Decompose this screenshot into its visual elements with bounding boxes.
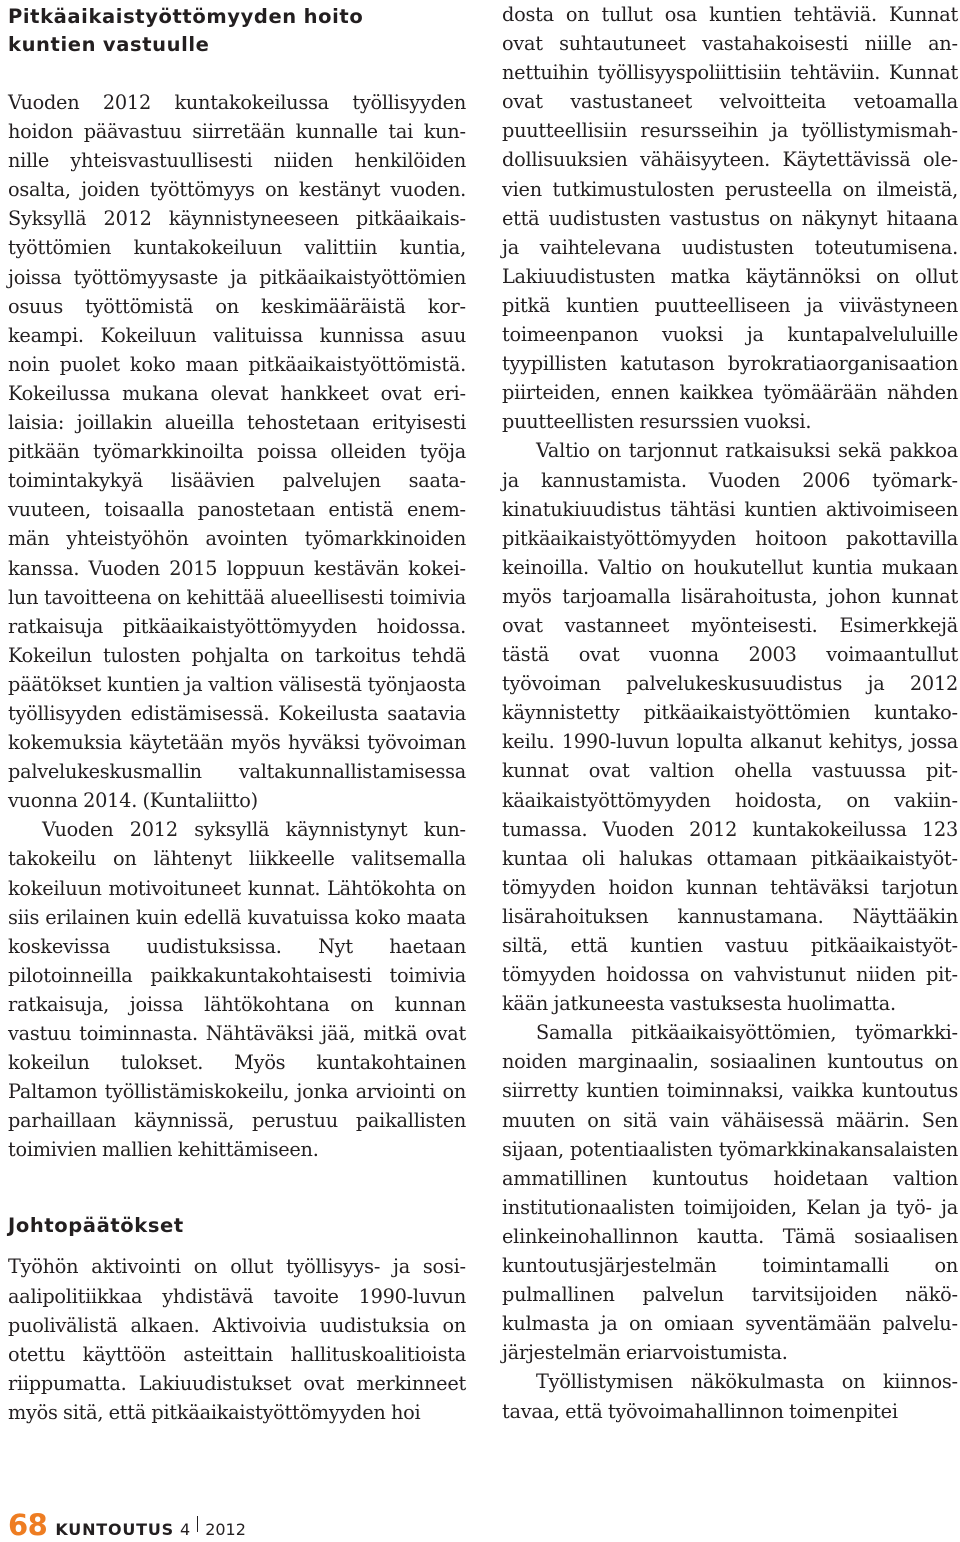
body-paragraph: dosta on tullut osa kuntien tehtäviä. Kunnat ovat suhtautuneet vastahakoisesti niille annettuihin työllisyyspoliittisiin tehtäviin. Kunnat ovat vastustaneet velvoitteita vetoamalla puutteellisiin resursseihin ja työllistymismahdollisuuksien vähäisyyteen. Käytettävissä olevien tutkimustulosten perusteella on ilmeistä, että uudistusten vastustus on näkynyt hitaana ja vaihtelevana uudistusten toteutumisena. Lakiuudistusten matka käytännöksi on ollut pitkä kuntien puutteelliseen ja viivästyneen toimeenpanon vuoksi ja kuntapalveluluille tyypillisten katutason byrokratiaorganisaation piirteiden, ennen kaikkea työmäärään nähden puutteellisten resurssien vuoksi.: [502, 3, 958, 434]
body-paragraph: Työhön aktivointi on ollut työllisyys- ja sosiaalipolitiikkaa yhdistävä tavoite 1990-luvun puolivälistä alkaen. Aktivoivia uudistuksia on otettu käyttöön asteittain hallituskoalitioista riippumatta. Lakiuudistukset ovat merkinneet myös sitä, että pitkäaikaistyöttömyyden hoi: [8, 1255, 466, 1424]
footer-divider: [197, 1516, 198, 1532]
section-heading-1-line-1: Pitkäaikaistyöttömyyden hoito: [8, 5, 364, 28]
body-paragraph: Työllistymisen näkökulmasta on kiinnostavaa, että työvoimahallinnon toimenpitei: [502, 1370, 958, 1423]
magazine-year: 2012: [205, 1520, 246, 1539]
section-heading-1-line-2: kuntien vastuulle: [8, 33, 210, 56]
body-paragraph: Valtio on tarjonnut ratkaisuksi sekä pakkoa ja kannustamista. Vuoden 2006 työmarkkinatukiuudistus tähtäsi kuntien aktivoimiseen pitkäaikaistyöttömyyden hoitoon pakottavilla keinoilla. Valtio on houkutellut kuntia mukaan myös tarjoamalla lisärahoitusta, johon kunnat ovat vastanneet myönteisesti. Esimerkkejä tästä ovat vuonna 2003 voimaantullut työvoiman palvelukeskusuudistus ja 2012 käynnistetty pitkäaikaistyöttömien kuntakokeilu. 1990-luvun lopulta alkanut kehitys, jossa kunnat ovat valtion ohella vastuussa pitkäaikaistyöttömyyden hoidosta, on vakiintumassa. Vuoden 2012 kuntakokeilussa 123 kuntaa oli halukas ottamaan pitkäaikaistyöttömyyden hoidon kunnan tehtäväksi tarjotun lisärahoituksen kannustamana. Näyttääkin siltä, että kuntien vastuu pitkäaikaistyöttömyyden hoidossa on vahvistunut niiden pitkään jatkuneesta vastuksesta huolimatta.: [502, 439, 958, 1016]
body-paragraph: Vuoden 2012 kuntakokeilussa työllisyyden hoidon päävastuu siirretään kunnalle tai kunnille yhteisvastuullisesti niiden henkilöiden osalta, joiden työttömyys on kestänyt vuoden. Syksyllä 2012 käynnistyneeseen pitkäaikaistyöttömien kuntakokeiluun valittiin kuntia, joissa työttömyysaste ja pitkäaikaistyöttömien osuus työttömistä on keskimääräistä korkeampi. Kokeiluun valituissa kunnissa asuu noin puolet koko maan pitkäaikaistyöttömistä. Kokeilussa mukana olevat hankkeet ovat erilaisia: joillakin alueilla tehostetaan erityisesti pitkään työmarkkinoilta poissa olleiden työja toimintakykyä lisäävien palvelujen saatavuuteen, toisaalla panostetaan entistä enemmän yhteistyöhön avointen työmarkkinoiden kanssa. Vuoden 2015 loppuun kestävän kokeilun tavoitteena on kehittää alueellisesti toimivia ratkaisuja pitkäaikaistyöttömyyden hoidossa. Kokeilun tulosten pohjalta on tarkoitus tehdä päätökset kuntien ja valtion välisestä työnjaosta työllisyyden edistämisessä. Kokeilusta saatavia kokemuksia käytetään myös hyväksi työvoiman palvelukeskusmallin valtakunnallistamisessa vuonna 2014. (Kuntaliitto): [8, 91, 466, 813]
body-paragraph: Vuoden 2012 syksyllä käynnistynyt kuntakokeilu on lähtenyt liikkeelle valitsemalla kokeiluun motivoituneet kunnat. Lähtökohta on siis erilainen kuin edellä kuvatuissa koko maata koskevissa uudistuksissa. Nyt haetaan pilotoinneilla paikkakuntakohtaisesti toimivia ratkaisuja, joissa lähtökohtana on kunnan vastuu toiminnasta. Nähtäväksi jää, mitkä ovat kokeilun tulokset. Myös kuntakohtainen Paltamon työllistämiskokeilu, jonka arviointi on parhaillaan käynnissä, perustuu paikallisten toimivien mallien kehittämiseen.: [8, 818, 466, 1162]
page-footer: [8, 1508, 246, 1540]
left-column: [8, 0, 466, 1427]
section-heading-2: Johtopäätökset: [8, 1214, 184, 1238]
body-paragraph: Samalla pitkäaikaisyöttömien, työmarkkinoiden marginaalin, sosiaalinen kuntoutus on siirretty kuntien toiminnaksi, vaikka kuntoutus muuten on sitä vain vähäisessä määrin. Sen sijaan, potentiaalisten työmarkkinakansalaisten ammatillinen kuntoutus hoidetaan valtion institutionaalisten toimijoiden, Kelan ja työ- ja elinkeinohallinnon kautta. Tämä sosiaalisen kuntoutusjärjestelmän toimintamalli on pulmallinen palvelun tarvitsijoiden näkökulmasta ja on omiaan syventämään palvelujärjestelmän eriarvoistumista.: [502, 1021, 958, 1365]
magazine-name: KUNTOUTUS: [55, 1520, 174, 1539]
magazine-issue: 4: [180, 1520, 191, 1539]
right-column: [502, 0, 958, 1426]
page-number: 68: [8, 1508, 48, 1542]
section-heading-1: [8, 0, 466, 59]
